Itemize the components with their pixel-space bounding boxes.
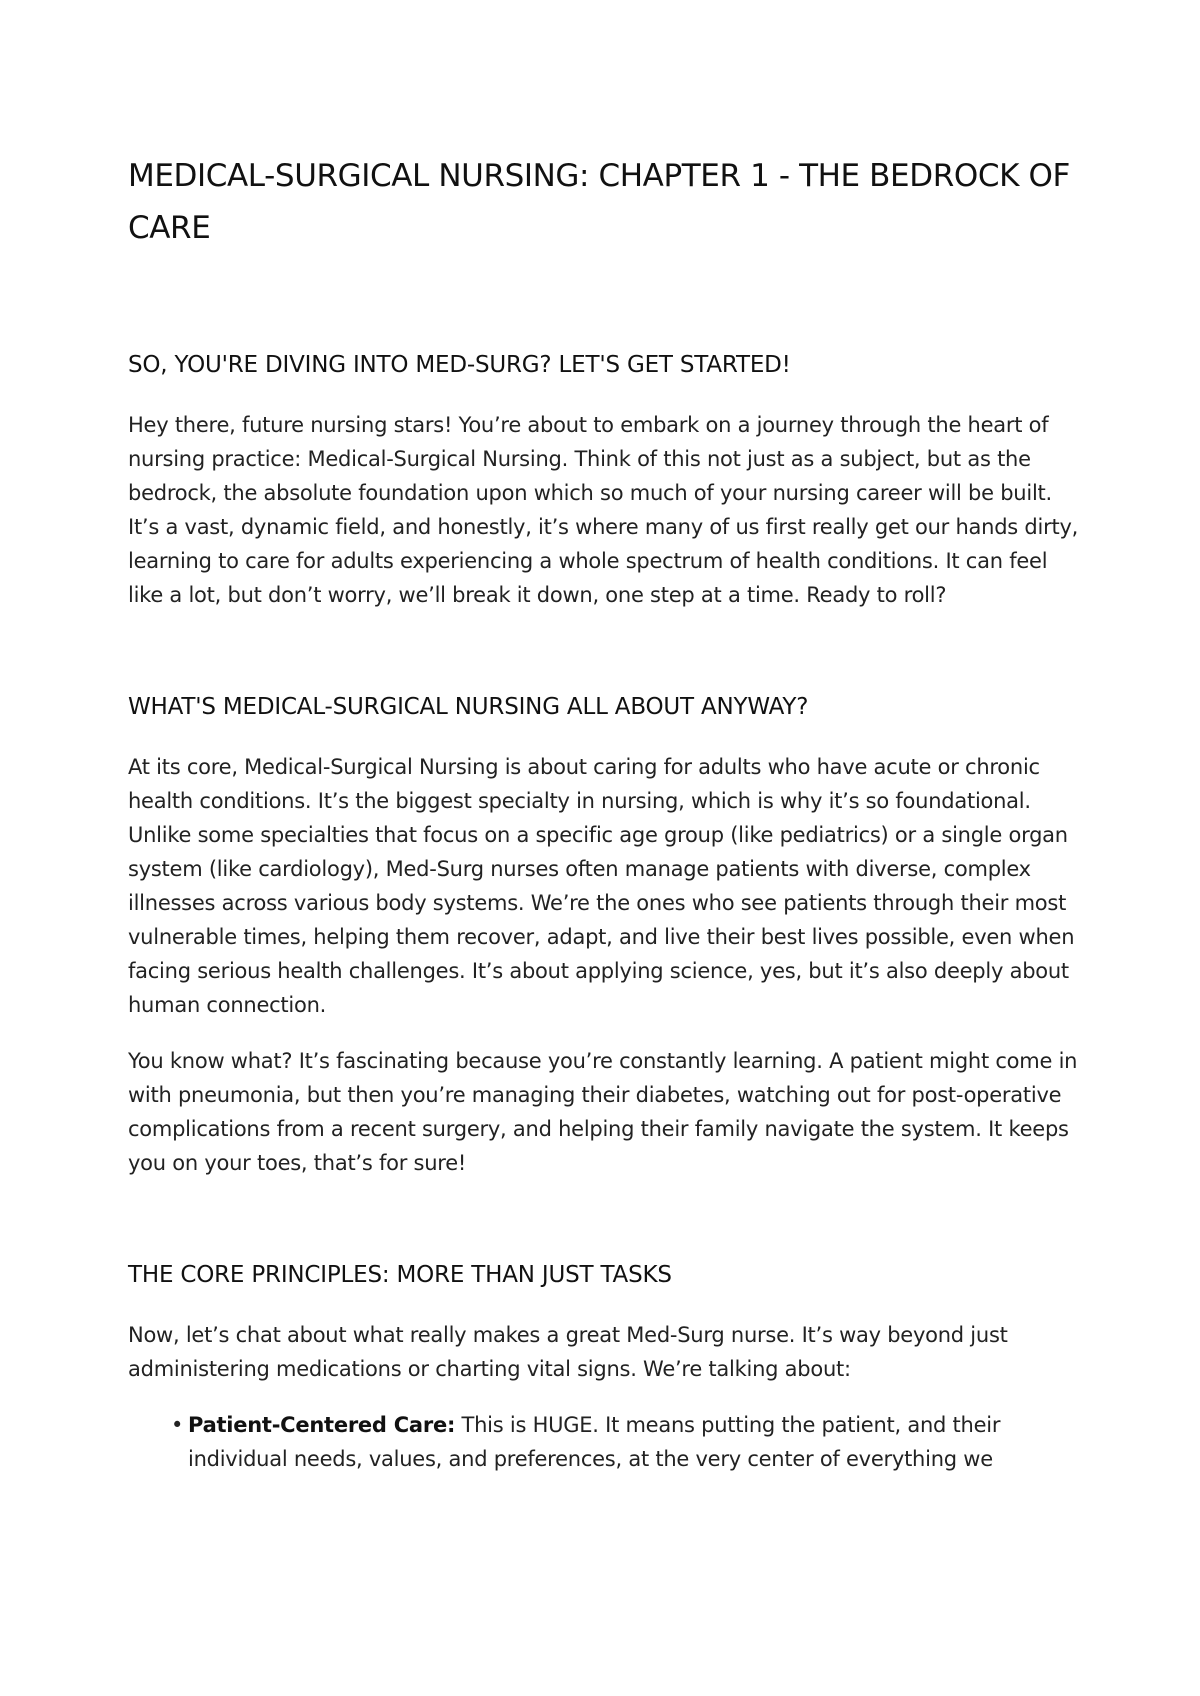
section-paragraph: You know what? It’s fascinating because you’re constantly learning. A patient might come in with pneumonia, but then you’re managing their diabetes, watching out for post-operative complications from a recent surgery, and helping their family navigate the system. It keeps you on your toes, that’s for sure! bbox=[128, 1049, 1078, 1175]
section-paragraph: Now, let’s chat about what really makes a great Med-Surg nurse. It’s way beyond just administering medications or charting vital signs. We’re talking about: bbox=[128, 1323, 1008, 1381]
list-item bbox=[128, 1408, 1088, 1476]
document-title: MEDICAL-SURGICAL NURSING: CHAPTER 1 - THE BEDROCK OF CARE bbox=[128, 158, 1070, 246]
section-heading-about: WHAT'S MEDICAL-SURGICAL NURSING ALL ABOUT ANYWAY? bbox=[128, 694, 809, 720]
section-heading-intro: SO, YOU'RE DIVING INTO MED-SURG? LET'S GET STARTED! bbox=[128, 352, 791, 378]
list-item-term: Patient-Centered Care: bbox=[188, 1413, 456, 1437]
bullet-icon: • bbox=[171, 1413, 184, 1437]
principles-list bbox=[128, 1408, 1088, 1476]
section-heading-principles: THE CORE PRINCIPLES: MORE THAN JUST TASKS bbox=[128, 1262, 672, 1288]
section-paragraph: Hey there, future nursing stars! You’re about to embark on a journey through the heart of nursing practice: Medical-Surgical Nursing. Think of this not just as a subject, but as the bedrock, the absolute foundation upon which so much of your nursing career will be built. It’s a vast, dynamic field, and honestly, it’s where many of us first really get our hands dirty, learning to care for adults experiencing a whole spectrum of health conditions. It can feel like a lot, but don’t worry, we’ll break it down, one step at a time. Ready to roll? bbox=[128, 413, 1079, 607]
list-item-text: This is HUGE. It means putting the patient, and their individual needs, values, and preferences, at the very center of everything we bbox=[188, 1413, 1001, 1471]
section-paragraph: At its core, Medical-Surgical Nursing is about caring for adults who have acute or chronic health conditions. It’s the biggest specialty in nursing, which is why it’s so foundational. Unlike some specialties that focus on a specific age group (like pediatrics) or a single organ system (like cardiology), Med-Surg nurses often manage patients with diverse, complex illnesses across various body systems. We’re the ones who see patients through their most vulnerable times, helping them recover, adapt, and live their best lives possible, even when facing serious health challenges. It’s about applying science, yes, but it’s also deeply about human connection. bbox=[128, 755, 1075, 1017]
document-page bbox=[128, 150, 1088, 1476]
